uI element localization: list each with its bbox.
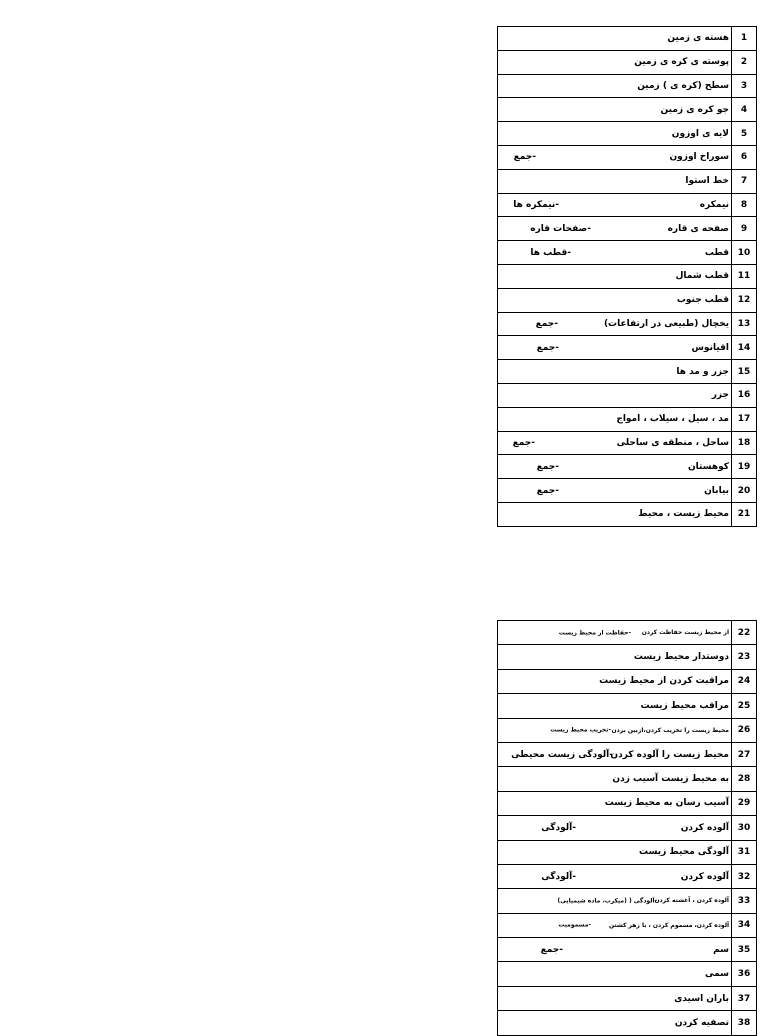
term-note: -آلودگی	[541, 871, 576, 882]
term-note: -جمع	[536, 485, 559, 496]
table-row	[498, 217, 757, 241]
term-text: کوهستان	[687, 461, 729, 472]
row-number: 33	[732, 889, 757, 913]
row-number: 11	[732, 264, 757, 288]
table-row	[498, 694, 757, 718]
row-number: 37	[732, 986, 757, 1010]
term-note: -جمع	[512, 437, 535, 448]
term-cell	[498, 1011, 732, 1035]
term-note: -جمع	[536, 461, 559, 472]
term-text: پوسته ی کره ی زمین	[634, 57, 729, 68]
term-text: ساحل ، منطقه ی ساحلی	[616, 437, 729, 448]
term-cell	[498, 913, 732, 937]
term-cell	[498, 145, 732, 169]
term-note: -مسمومیت	[558, 921, 591, 929]
term-text: محیط زیست را تخریب کردن،ازبین بردن	[611, 726, 729, 734]
term-cell	[498, 645, 732, 669]
row-number: 10	[732, 241, 757, 265]
row-number: 4	[732, 98, 757, 122]
term-text: مراقب محیط زیست	[640, 700, 729, 711]
term-text: سوراخ اوزون	[669, 152, 729, 163]
term-cell	[498, 431, 732, 455]
term-cell	[498, 50, 732, 74]
term-cell	[498, 122, 732, 146]
row-number: 22	[732, 621, 757, 645]
table-row	[498, 889, 757, 913]
table-row	[498, 742, 757, 766]
table-row	[498, 986, 757, 1010]
term-cell	[498, 288, 732, 312]
row-number: 27	[732, 742, 757, 766]
row-number: 3	[732, 74, 757, 98]
table-row	[498, 145, 757, 169]
term-cell	[498, 621, 732, 645]
table-row	[498, 1011, 757, 1035]
term-cell	[498, 336, 732, 360]
term-text: مراقبت کردن از محیط زیست	[599, 676, 729, 687]
term-text: اقیانوس	[691, 342, 729, 353]
term-cell	[498, 791, 732, 815]
table-row	[498, 938, 757, 962]
table-row	[498, 193, 757, 217]
term-cell	[498, 669, 732, 693]
row-number: 26	[732, 718, 757, 742]
table-row	[498, 479, 757, 503]
term-text: خط استوا	[685, 176, 729, 187]
term-cell	[498, 718, 732, 742]
row-number: 23	[732, 645, 757, 669]
term-text: سمی	[705, 969, 729, 980]
term-note: -جمع	[535, 318, 558, 329]
vocabulary-table-1	[497, 26, 757, 527]
row-number: 14	[732, 336, 757, 360]
row-number: 38	[732, 1011, 757, 1035]
table-row	[498, 264, 757, 288]
term-note: -تخریب محیط زیست	[550, 726, 611, 734]
row-number: 36	[732, 962, 757, 986]
table-row	[498, 816, 757, 840]
table-row	[498, 169, 757, 193]
term-text: آلوده کردن، مسموم کردن ، با زهر کشتن	[608, 921, 729, 929]
row-number: 25	[732, 694, 757, 718]
term-cell	[498, 360, 732, 384]
row-number: 30	[732, 816, 757, 840]
term-cell	[498, 938, 732, 962]
table-row	[498, 840, 757, 864]
term-text: مد ، سیل ، سیلاب ، امواج	[616, 414, 729, 425]
table-row	[498, 913, 757, 937]
term-cell	[498, 169, 732, 193]
term-cell	[498, 840, 732, 864]
term-text: سم	[713, 944, 729, 955]
vocabulary-table-2	[497, 620, 757, 1036]
term-note: -قطب ها	[530, 247, 571, 258]
term-cell	[498, 742, 732, 766]
row-number: 35	[732, 938, 757, 962]
row-number: 12	[732, 288, 757, 312]
term-cell	[498, 864, 732, 888]
row-number: 21	[732, 502, 757, 526]
row-number: 8	[732, 193, 757, 217]
term-text: آلوده کردن	[680, 871, 729, 882]
table-row	[498, 122, 757, 146]
term-cell	[498, 27, 732, 51]
term-text: لایه ی اوزون	[671, 128, 729, 139]
term-text: نیمکره	[699, 199, 729, 210]
term-note: -نیمکره ها	[513, 199, 559, 210]
term-cell	[498, 816, 732, 840]
term-text: قطب جنوب	[676, 295, 729, 306]
term-text: تصفیه کردن	[674, 1017, 729, 1028]
row-number: 20	[732, 479, 757, 503]
table-row	[498, 27, 757, 51]
term-text: قطب شمال	[675, 271, 729, 282]
term-note: -آلودگی	[541, 822, 576, 833]
term-text: سطح (کره ی ) زمین	[637, 80, 729, 91]
table-row	[498, 645, 757, 669]
term-text: آلودگی محیط زیست	[639, 847, 729, 858]
table-row	[498, 791, 757, 815]
table-row	[498, 336, 757, 360]
term-text: جزر و مد ها	[676, 366, 729, 377]
table-row	[498, 718, 757, 742]
term-text: هسته ی زمین	[667, 33, 729, 44]
term-cell	[498, 264, 732, 288]
row-number: 19	[732, 455, 757, 479]
row-number: 7	[732, 169, 757, 193]
term-cell	[498, 383, 732, 407]
row-number: 28	[732, 767, 757, 791]
term-text: به محیط زیست آسیب زدن	[612, 774, 729, 785]
row-number: 17	[732, 407, 757, 431]
term-text: یخچال (طبیعی در ارتفاعات)	[603, 318, 729, 329]
row-number: 31	[732, 840, 757, 864]
table-row	[498, 360, 757, 384]
term-text: محیط زیست را آلوده کردن	[610, 749, 729, 760]
row-number: 34	[732, 913, 757, 937]
table-row	[498, 50, 757, 74]
term-text: دوستدار محیط زیست	[633, 652, 729, 663]
row-number: 32	[732, 864, 757, 888]
row-number: 2	[732, 50, 757, 74]
table-row	[498, 455, 757, 479]
row-number: 6	[732, 145, 757, 169]
term-text: از محیط زیست حفاظت کردن	[641, 629, 729, 637]
table-row	[498, 621, 757, 645]
term-cell	[498, 217, 732, 241]
term-note: -حفاظت از محیط زیست	[558, 629, 631, 637]
term-note: -آلودگی ( (میکرب، ماده شیمیایی)	[557, 897, 657, 905]
term-text: جو کره ی زمین	[660, 104, 729, 115]
table-row	[498, 407, 757, 431]
table-row	[498, 669, 757, 693]
table-row	[498, 312, 757, 336]
row-number: 1	[732, 27, 757, 51]
table-row	[498, 288, 757, 312]
row-number: 9	[732, 217, 757, 241]
term-cell	[498, 193, 732, 217]
row-number: 13	[732, 312, 757, 336]
term-text: باران اسیدی	[674, 993, 729, 1004]
term-text: آلوده کردن	[680, 822, 729, 833]
table-row	[498, 502, 757, 526]
term-text: محیط زیست ، محیط	[638, 509, 729, 520]
term-text: صفحه ی قاره	[667, 223, 729, 234]
term-cell	[498, 479, 732, 503]
term-cell	[498, 455, 732, 479]
term-cell	[498, 502, 732, 526]
term-cell	[498, 241, 732, 265]
term-cell	[498, 962, 732, 986]
term-cell	[498, 767, 732, 791]
term-note: -جمع	[513, 152, 536, 163]
term-cell	[498, 98, 732, 122]
term-cell	[498, 407, 732, 431]
row-number: 5	[732, 122, 757, 146]
term-note: -آلودگی زیست محیطی	[511, 749, 613, 760]
term-text: بیابان	[704, 485, 729, 496]
table-row	[498, 767, 757, 791]
table-row	[498, 431, 757, 455]
table-row	[498, 962, 757, 986]
term-text: آسیب رسان به محیط زیست	[604, 798, 729, 809]
table-row	[498, 864, 757, 888]
term-cell	[498, 74, 732, 98]
term-text: جزر	[711, 390, 729, 401]
row-number: 29	[732, 791, 757, 815]
row-number: 15	[732, 360, 757, 384]
term-text: آلوده کردن ، آغشته کردن	[654, 897, 729, 905]
table-row	[498, 98, 757, 122]
term-note: -صفحات قاره	[530, 223, 591, 234]
table-row	[498, 241, 757, 265]
row-number: 18	[732, 431, 757, 455]
term-cell	[498, 312, 732, 336]
table-row	[498, 74, 757, 98]
term-cell	[498, 986, 732, 1010]
term-text: قطب	[704, 247, 729, 258]
term-cell	[498, 694, 732, 718]
table-row	[498, 383, 757, 407]
row-number: 16	[732, 383, 757, 407]
term-note: -جمع	[536, 342, 559, 353]
term-cell	[498, 889, 732, 913]
row-number: 24	[732, 669, 757, 693]
term-note: -جمع	[540, 944, 563, 955]
